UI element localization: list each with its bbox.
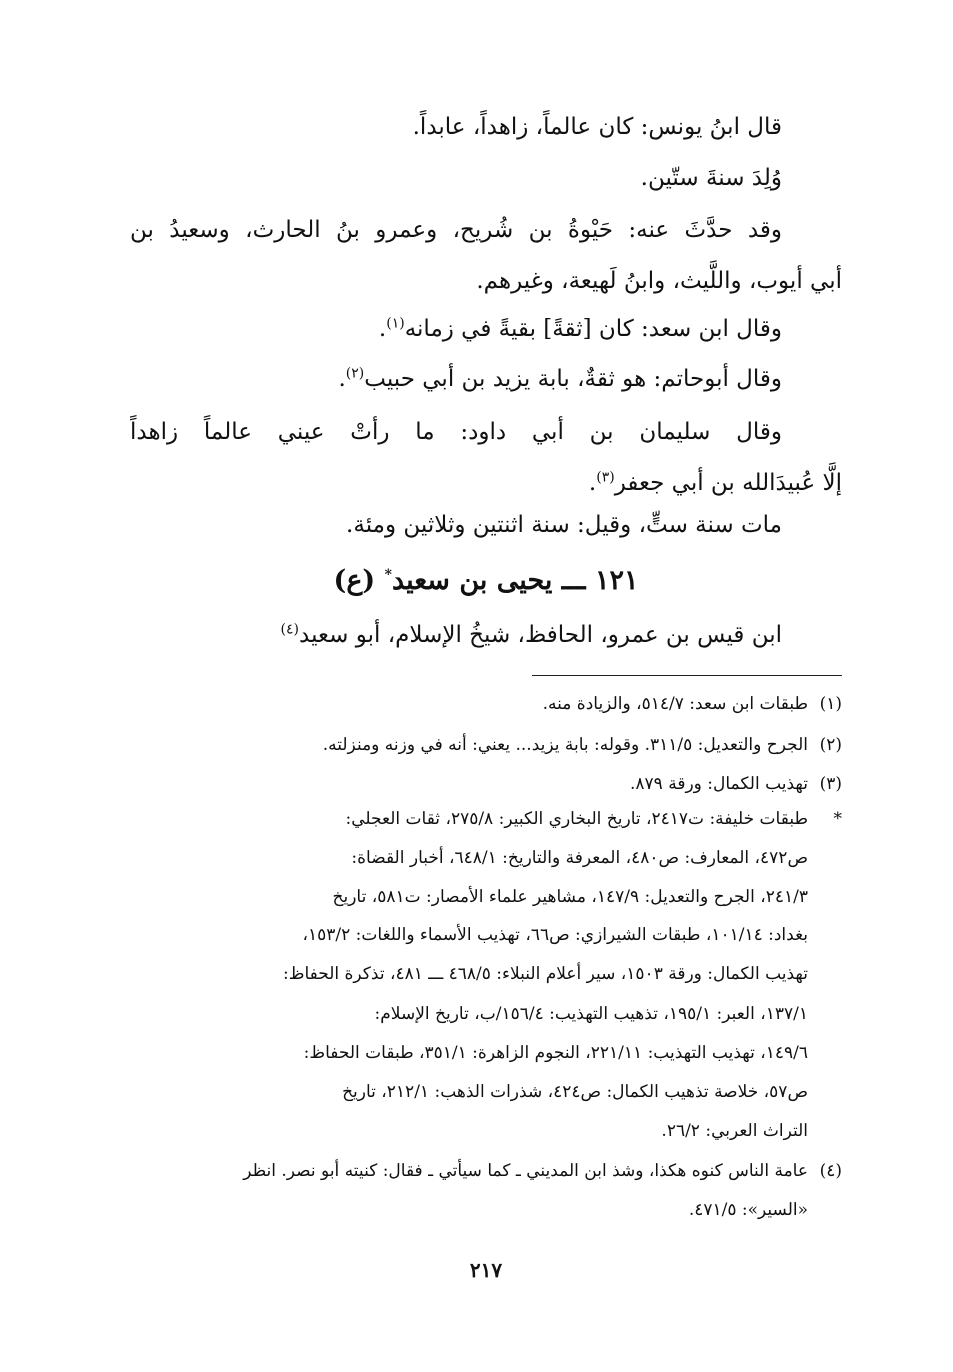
text-line: أبي أيوب، واللَّيث، وابنُ لَهيعة، وغيرهم. bbox=[476, 268, 842, 294]
text-line: إلَّا عُبيدَالله بن أبي جعفر$^{(٣)}$. bbox=[588, 469, 842, 496]
document-page bbox=[130, 100, 842, 1320]
text-line: مات سنة ستٍّ، وقيل: سنة اثنتين وثلاثين ومئة. bbox=[346, 512, 782, 538]
text-line: وقال سليمان بن أبي داود: ما رأتْ عيني عالماً زاهداً bbox=[130, 419, 782, 445]
text-line: وقد حدَّثَ عنه: حَيْوةُ بن شُريح، وعمرو بنُ الحارث، وسعيدُ بن bbox=[130, 217, 782, 243]
footnote: (٣)تهذيب الكمال: ورقة ٨٧٩. bbox=[630, 774, 842, 794]
footnote-continuation: ٢٤١/٣، الجرح والتعديل: ١٤٧/٩، مشاهير علماء الأمصار: ت٥٨١، تاريخ bbox=[332, 887, 808, 907]
entry-code: (ع) bbox=[333, 565, 376, 596]
footnote-continuation: «السير»: ٤٧١/٥. bbox=[688, 1200, 808, 1220]
text-line: وقال ابن سعد: كان [ثقةً] بقيةً في زمانه$^{(١)}$. bbox=[378, 315, 782, 342]
footnote-divider bbox=[532, 675, 842, 676]
footnote-continuation: تهذيب الكمال: ورقة ١٥٠٣، سير أعلام النبلاء: ٤٦٨/٥ ـــ ٤٨١، تذكرة الحفاظ: bbox=[283, 964, 808, 984]
footnote-continuation: ١٤٩/٦، تهذيب التهذيب: ٢٢١/١١، النجوم الزاهرة: ٣٥١/١، طبقات الحفاظ: bbox=[303, 1043, 808, 1063]
text-line: وقال أبوحاتم: هو ثقةٌ، بابة يزيد بن أبي حبيب$^{(٢)}$. bbox=[338, 365, 782, 392]
entry-name: يحيى بن سعيد bbox=[391, 565, 553, 596]
footnote: (١)طبقات ابن سعد: ٥١٤/٧، والزيادة منه. bbox=[542, 694, 842, 714]
entry-number: ١٢١ ـــ bbox=[561, 565, 639, 596]
footnote-continuation: بغداد: ١٠١/١٤، طبقات الشيرازي: ص٦٦، تهذيب الأسماء واللغات: ١٥٣/٢، bbox=[302, 925, 808, 945]
footnote-continuation: ص٤٧٢، المعارف: ص٤٨٠، المعرفة والتاريخ: ٦٤٨/١، أخبار القضاة: bbox=[351, 848, 808, 868]
footnote: (٢)الجرح والتعديل: ٣١١/٥. وقوله: بابة يزيد... يعني: أنه في وزنه ومنزلته. bbox=[322, 735, 842, 755]
footnote-ref: (٤) bbox=[280, 621, 300, 638]
entry-intro-line: ابن قيس بن عمرو، الحافظ، شيخُ الإسلام، أبو سعيد$^{(٤)}$ bbox=[280, 621, 782, 648]
star-ref: * bbox=[384, 567, 392, 583]
entry-heading bbox=[130, 564, 842, 598]
text-line: وُلِدَ سنةَ ستّين. bbox=[640, 165, 782, 191]
footnote-ref: (٣) bbox=[596, 469, 615, 486]
footnote-ref: (١) bbox=[386, 315, 405, 332]
footnote-continuation: ١٣٧/١، العبر: ١٩٥/١، تذهيب التهذيب: ١٥٦/٤/ب، تاريخ الإسلام: bbox=[374, 1004, 808, 1024]
footnote-continuation: ص٥٧، خلاصة تذهيب الكمال: ص٤٢٤، شذرات الذهب: ٢١٢/١، تاريخ bbox=[342, 1082, 808, 1102]
footnote-continuation: التراث العربي: ٢٦/٢. bbox=[661, 1121, 808, 1141]
text-line: قال ابنُ يونس: كان عالماً، زاهداً، عابداً. bbox=[412, 114, 782, 140]
footnote: (٤)عامة الناس كنوه هكذا، وشذ ابن المديني ـ كما سيأتي ـ فقال: كنيته أبو نصر. انظر bbox=[243, 1161, 842, 1181]
footnote-ref: (٢) bbox=[345, 365, 365, 382]
page-number: ٢١٧ bbox=[469, 1258, 503, 1282]
footnote: *طبقات خليفة: ت٢٤١٧، تاريخ البخاري الكبير: ٢٧٥/٨، ثقات العجلي: bbox=[345, 809, 842, 829]
